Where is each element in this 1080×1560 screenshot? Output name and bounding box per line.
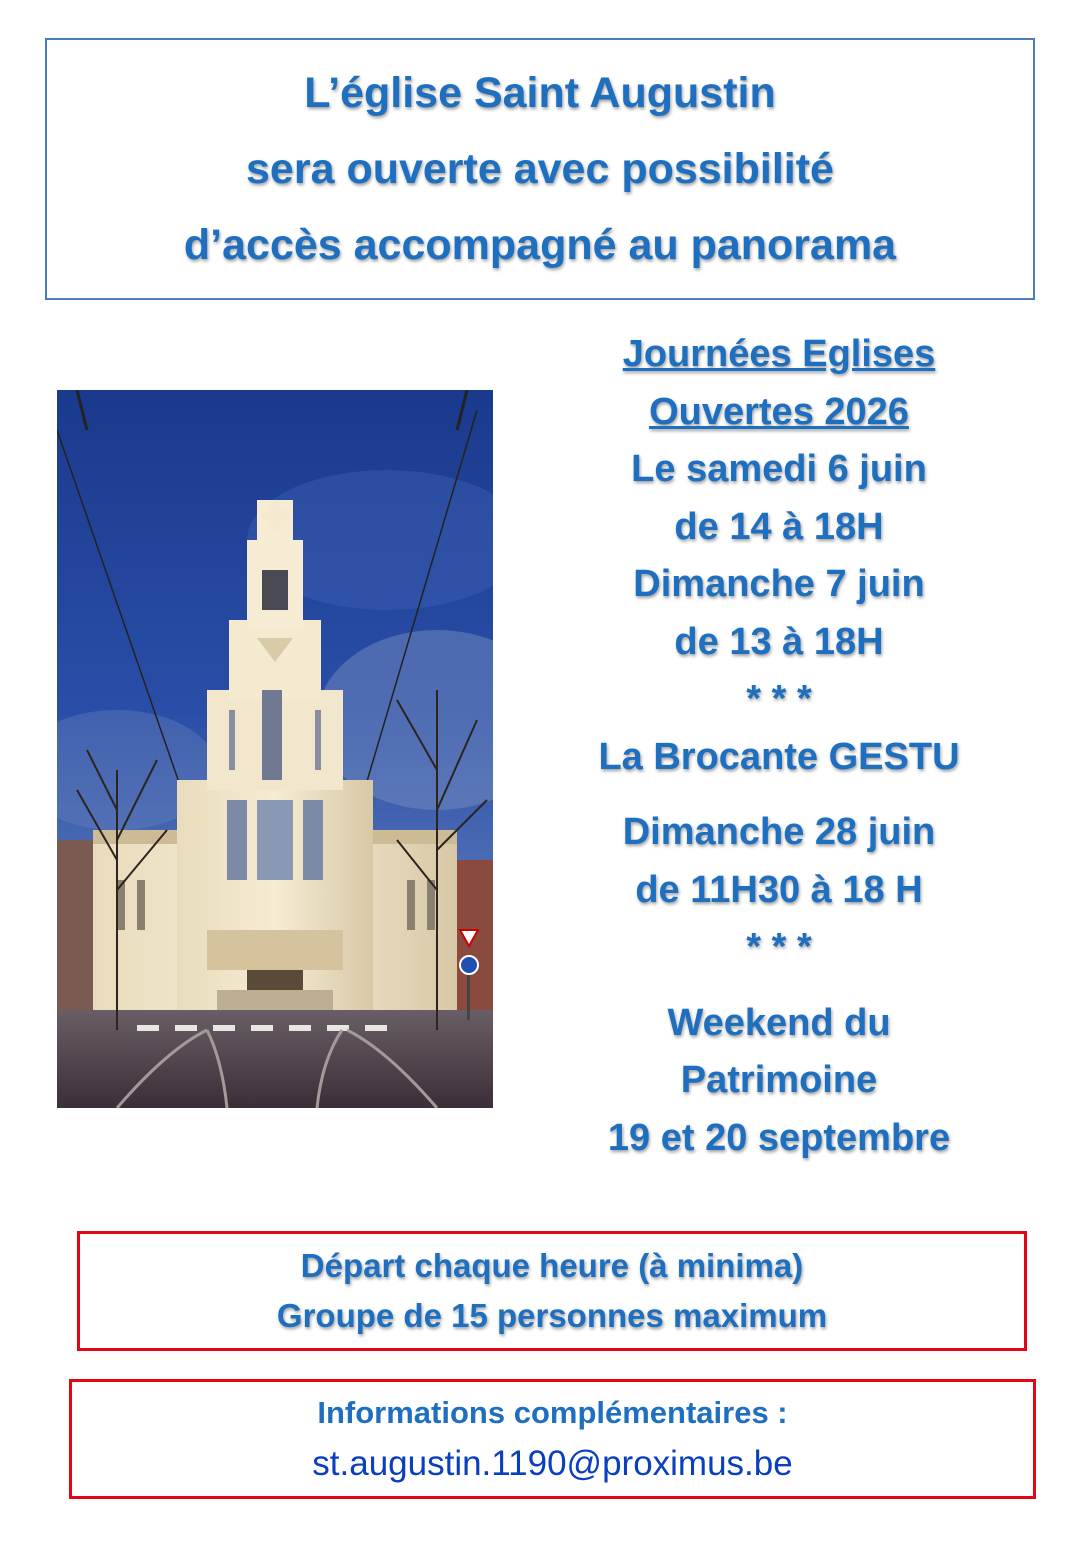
separator-2: * * * xyxy=(746,926,812,968)
schedule xyxy=(540,326,1018,1167)
heritage-line-1: Weekend du xyxy=(667,1001,891,1044)
spacer xyxy=(540,977,1018,995)
saturday-hours: de 14 à 18H xyxy=(674,505,884,548)
groups-box xyxy=(77,1231,1027,1351)
separator-1: * * * xyxy=(746,678,812,720)
heritage-line-2: Patrimoine xyxy=(680,1059,878,1101)
info-heading: Informations complémentaires : xyxy=(317,1395,788,1430)
contact-email[interactable]: st.augustin.1190@proximus.be xyxy=(312,1444,793,1483)
info-box xyxy=(69,1379,1036,1499)
schedule-heading-line-2: Ouvertes 2026 xyxy=(649,390,909,433)
brocante-title: La Brocante GESTU xyxy=(598,735,960,778)
sunday-date: Dimanche 7 juin xyxy=(633,563,925,605)
sunday-hours: de 13 à 18H xyxy=(674,620,884,663)
title-line-3: d’accès accompagné au panorama xyxy=(183,221,897,269)
schedule-heading-line-1: Journées Eglises xyxy=(622,333,936,375)
brocante-date: Dimanche 28 juin xyxy=(622,811,936,853)
spacer xyxy=(540,786,1018,804)
title-line-1: L’église Saint Augustin xyxy=(304,69,776,117)
church-photo xyxy=(57,390,493,1108)
saturday-date: Le samedi 6 juin xyxy=(631,448,927,490)
heritage-dates: 19 et 20 septembre xyxy=(607,1116,951,1159)
departure-info: Départ chaque heure (à minima) xyxy=(300,1247,804,1284)
group-size-info: Groupe de 15 personnes maximum xyxy=(276,1297,828,1334)
title-line-2: sera ouverte avec possibilité xyxy=(246,145,834,193)
title-box xyxy=(45,38,1035,300)
brocante-hours: de 11H30 à 18 H xyxy=(635,868,923,911)
